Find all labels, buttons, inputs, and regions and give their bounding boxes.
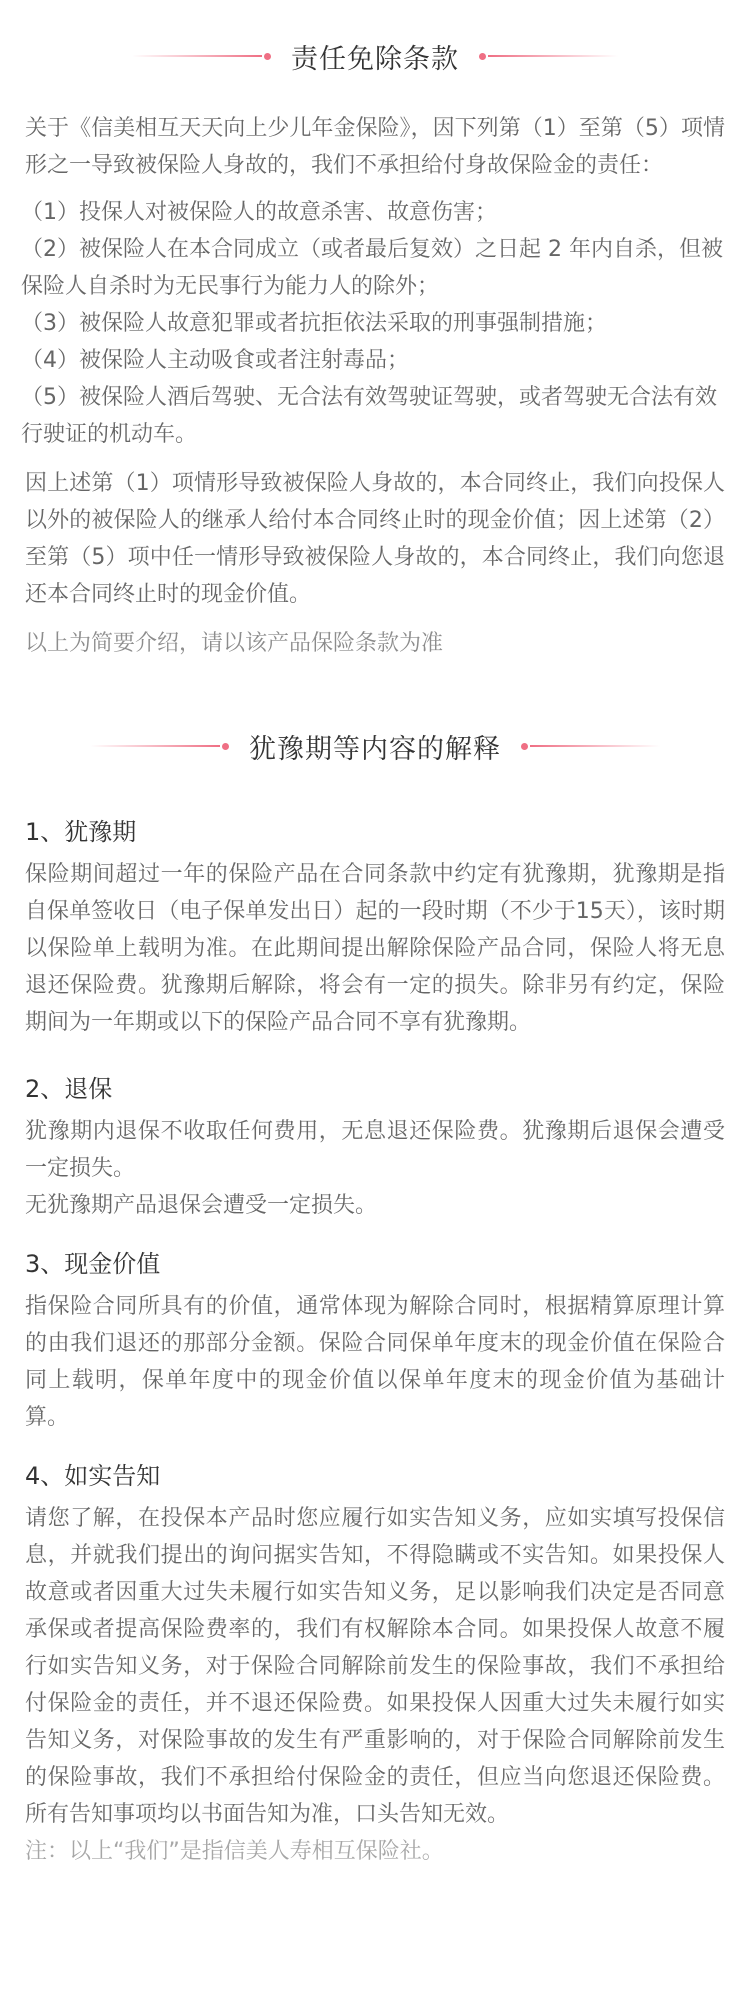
- footnote: 注：以上“我们”是指信美人寿相互保险社。: [25, 1839, 444, 1864]
- exclusions-summary-note: 以上为简要介绍，请以该产品保险条款为准: [25, 631, 444, 656]
- exclusion-item-3: （3）被保险人故意犯罪或者抗拒依法采取的刑事强制措施；: [21, 311, 607, 336]
- exclusions-list: [21, 194, 725, 453]
- exclusions-heading: [25, 30, 725, 82]
- exclusions-body: [21, 110, 725, 662]
- heading-left-line: [90, 745, 220, 747]
- cash-value-text: 指保险合同所具有的价值，通常体现为解除合同时，根据精算原理计算的由我们退还的那部分金额。保险合同保单年度末的现金价值在保险合同上载明，保单年度中的现金价值以保单年度末的现金价值为基础计算。: [25, 1294, 725, 1430]
- heading-right-line: [530, 745, 660, 747]
- heading-left-line: [132, 55, 262, 57]
- heading-left-dot: [222, 743, 229, 750]
- explanation-section-cash-value: [25, 1246, 725, 1436]
- surrender-text-1: 犹豫期内退保不收取任何费用，无息退还保险费。犹豫期后退保会遭受一定损失。: [25, 1119, 725, 1181]
- disclosure-text: 请您了解，在投保本产品时您应履行如实告知义务，应如实填写投保信息，并就我们提出的询问据实告知，不得隐瞒或不实告知。如果投保人故意或者因重大过失未履行如实告知义务，足以影响我们决定是否同意承保或者提高保险费率的，我们有权解除本合同。如果投保人故意不履行如实告知义务，对于保险合同解除前发生的保险事故，我们不承担给付保险金的责任，并不退还保险费。如果投保人因重大过失未履行如实告知义务，对保险事故的发生有严重影响的，对于保险合同解除前发生的保险事故，我们不承担给付保险金的责任，但应当向您退还保险费。所有告知事项均以书面告知为准，口头告知无效。: [25, 1506, 725, 1827]
- exclusion-item-1: （1）投保人对被保险人的故意杀害、故意伤害；: [21, 200, 497, 225]
- explanations-body: [25, 814, 725, 1870]
- heading-right-dot: [521, 743, 528, 750]
- explanation-section-disclosure: [25, 1458, 725, 1833]
- exclusion-item-2: （2）被保险人在本合同成立（或者最后复效）之日起 2 年内自杀，但被保险人自杀时为无民事行为能力人的除外；: [21, 237, 723, 299]
- exclusions-consequence: 因上述第（1）项情形导致被保险人身故的，本合同终止，我们向投保人以外的被保险人的继承人给付本合同终止时的现金价值；因上述第（2）至第（5）项中任一情形导致被保险人身故的，本合同终止，我们向您退还本合同终止时的现金价值。: [25, 471, 725, 607]
- page: [0, 30, 750, 2014]
- explanation-section-cooling-off: [25, 814, 725, 1041]
- section-heading-disclosure: 4、如实告知: [25, 1462, 161, 1490]
- exclusion-item-5: （5）被保险人酒后驾驶、无合法有效驾驶证驾驶，或者驾驶无合法有效行驶证的机动车。: [21, 385, 717, 447]
- cooling-off-text: 保险期间超过一年的保险产品在合同条款中约定有犹豫期，犹豫期是指自保单签收日（电子保单发出日）起的一段时期（不少于15天），该时期以保险单上载明为准。在此期间提出解除保险产品合同，保险人将无息退还保险费。犹豫期后解除，将会有一定的损失。除非另有约定，保险期间为一年期或以下的保险产品合同不享有犹豫期。: [25, 862, 725, 1035]
- exclusions-intro: 关于《信美相互天天向上少儿年金保险》，因下列第（1）至第（5）项情形之一导致被保险人身故的，我们不承担给付身故保险金的责任：: [25, 116, 725, 178]
- section-heading-surrender: 2、退保: [25, 1075, 113, 1103]
- heading-left-dot: [264, 53, 271, 60]
- exclusion-item-4: （4）被保险人主动吸食或者注射毒品；: [21, 348, 409, 373]
- explanations-title: 犹豫期等内容的解释: [249, 733, 501, 765]
- heading-right-dot: [479, 53, 486, 60]
- heading-right-line: [488, 55, 618, 57]
- explanations-heading: [25, 720, 725, 772]
- exclusions-title: 责任免除条款: [291, 43, 459, 75]
- section-heading-cash-value: 3、现金价值: [25, 1250, 161, 1278]
- explanation-section-surrender: [25, 1071, 725, 1224]
- surrender-text-2: 无犹豫期产品退保会遭受一定损失。: [25, 1193, 378, 1218]
- section-heading-cooling-off: 1、犹豫期: [25, 818, 137, 846]
